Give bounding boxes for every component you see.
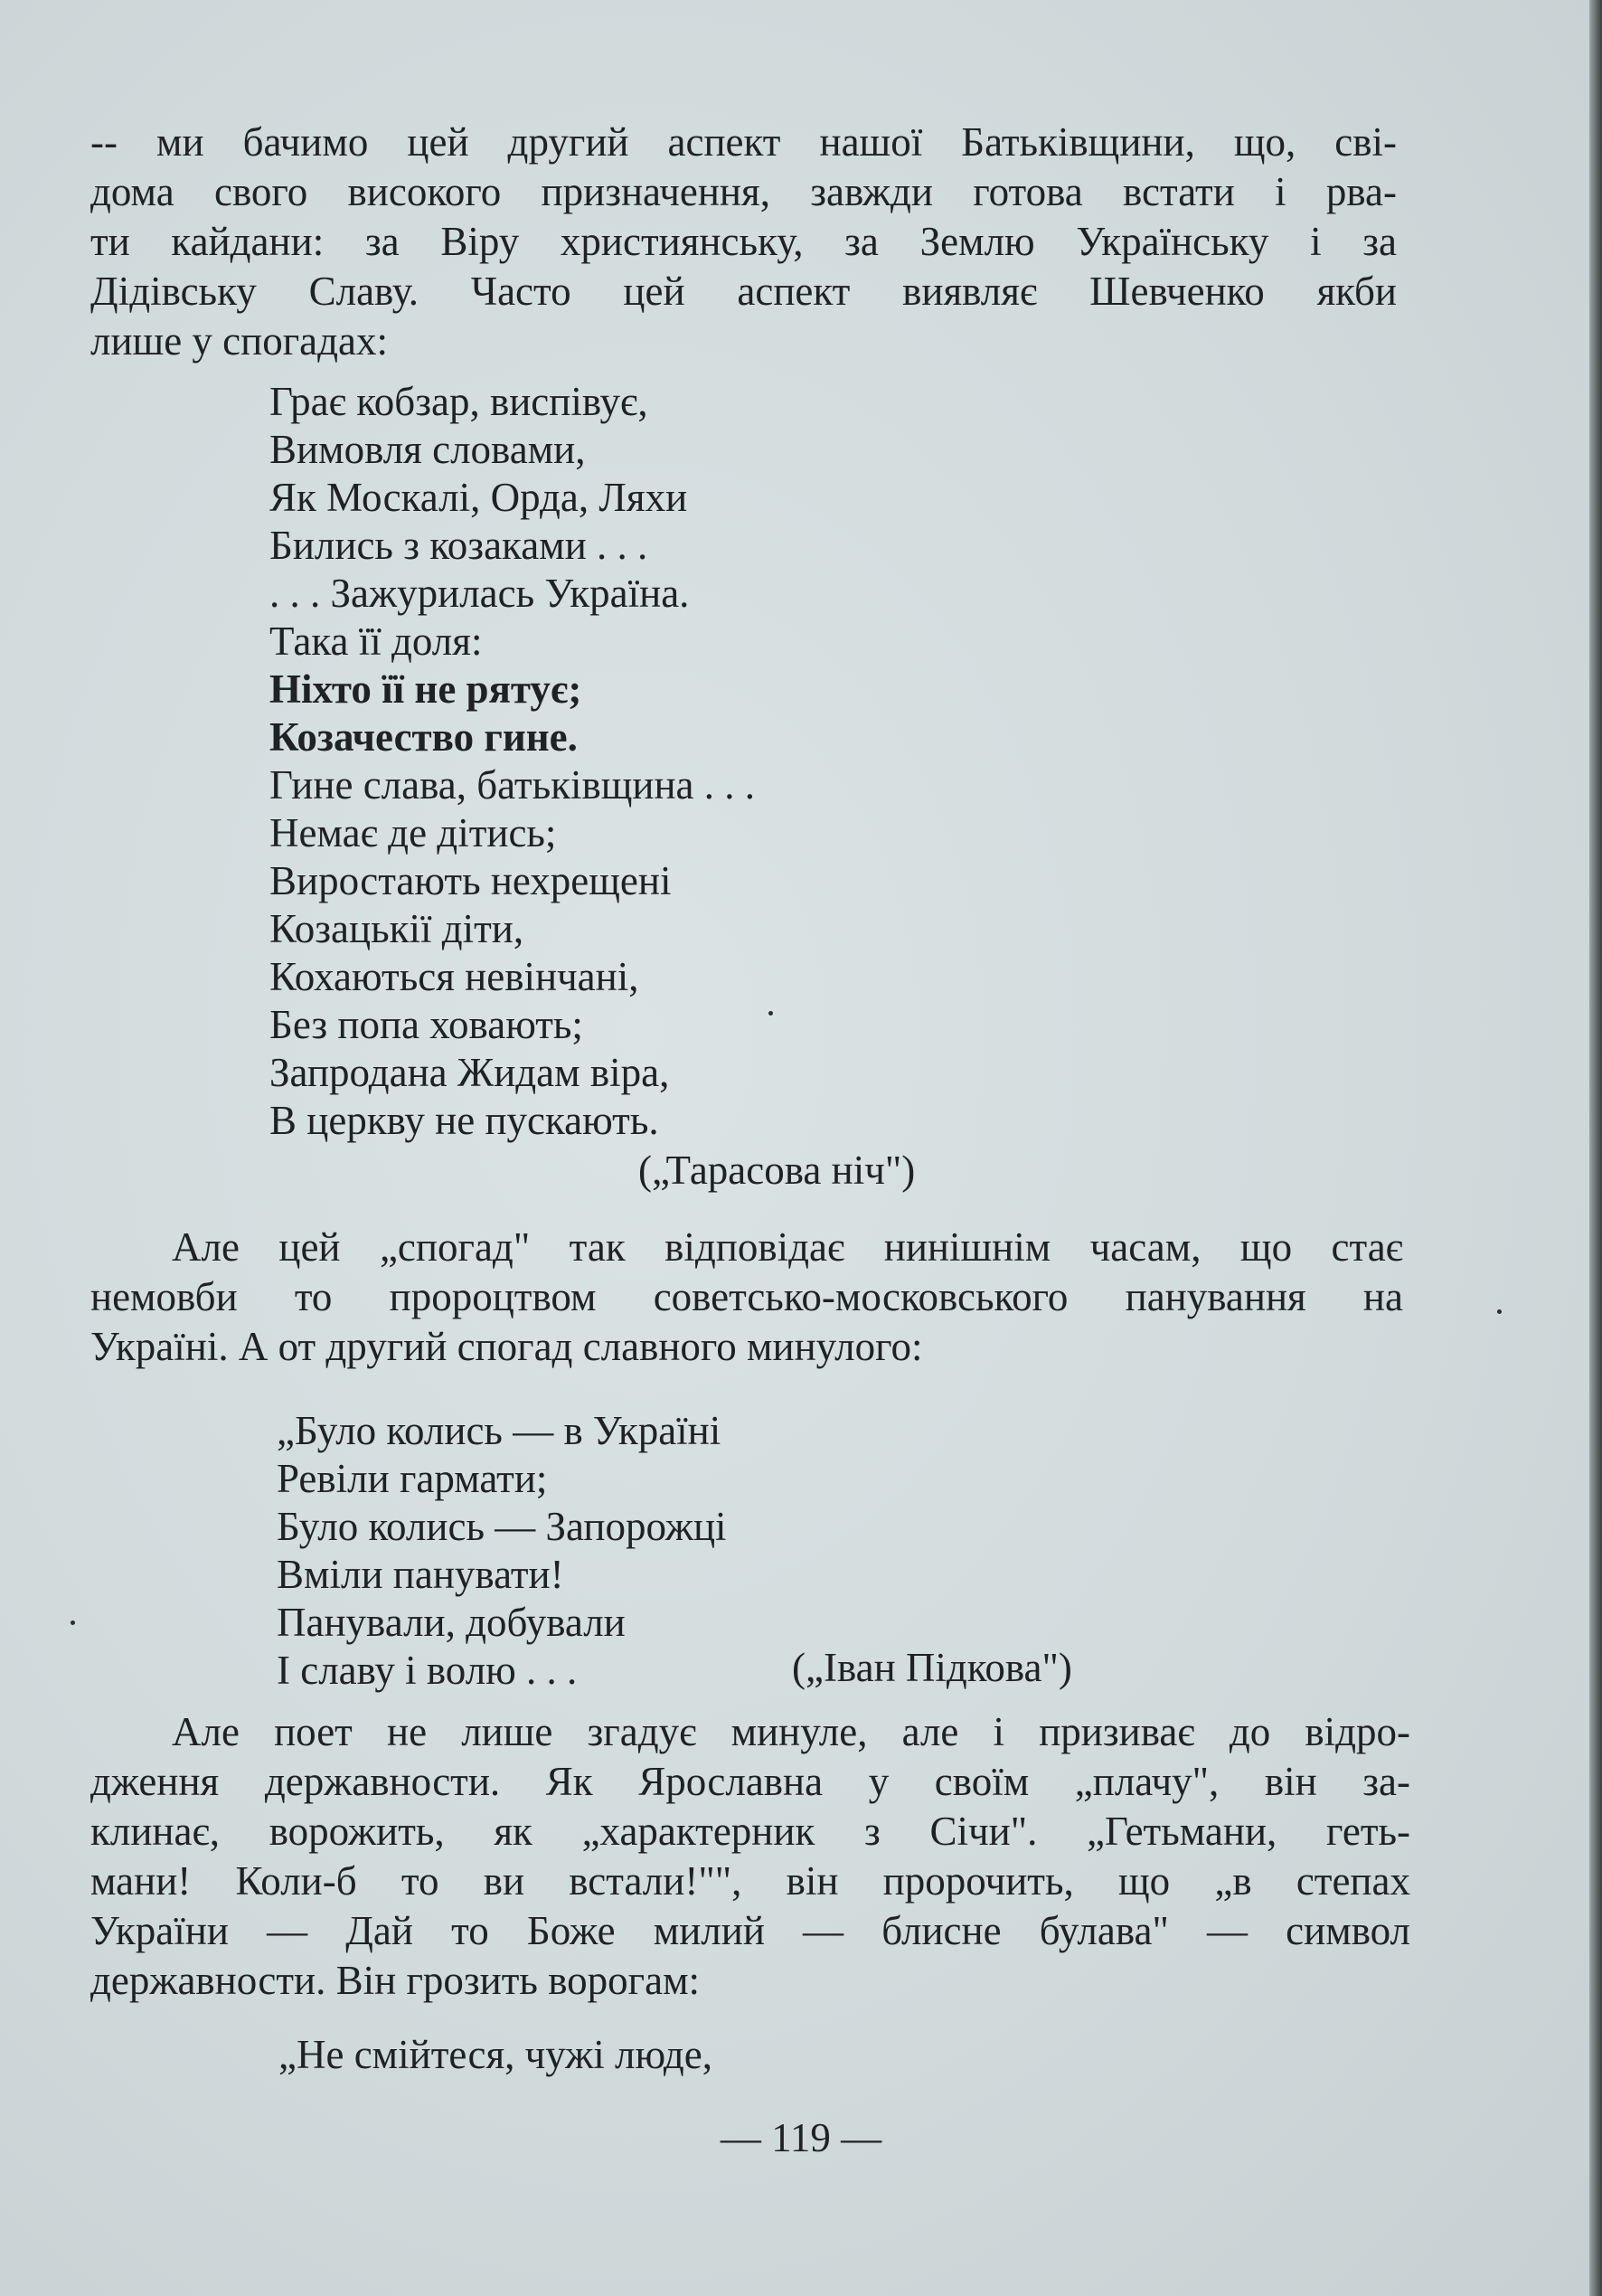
paragraph-line: лише у спогадах:: [90, 318, 389, 364]
paragraph-line: дження державности. Як Ярославна у своїм „плачу", він за-: [90, 1759, 1410, 1804]
paragraph-line: Дідівську Славу. Часто цей аспект виявляє Шевченко якби: [90, 269, 1397, 314]
paragraph-3: [90, 1707, 1410, 2006]
paragraph-line: Але поет не лише згадує минуле, але і призиває до відро-: [172, 1709, 1410, 1754]
poem-line: Вміли панувати!: [277, 1552, 564, 1597]
poem-line-bold: Козачество гине.: [269, 714, 578, 760]
print-speck: [71, 1620, 75, 1625]
paragraph-line: Україні. А от другий спогад славного минулого:: [90, 1324, 923, 1369]
poem-line: Виростають нехрещені: [269, 858, 672, 903]
paragraph-2: [90, 1223, 1403, 1372]
poem-line: Було колись — Запорожці: [277, 1504, 727, 1549]
poem-line: Грає кобзар, виспівує,: [269, 379, 648, 424]
poem-line: Вимовля словами,: [269, 427, 586, 472]
print-speck: [1497, 1309, 1502, 1314]
paragraph-line: України — Дай то Боже милий — блисне булава" — символ: [90, 1908, 1410, 1953]
poem-line: В церкву не пускають.: [269, 1098, 659, 1143]
poem-line: Немає де дітись;: [269, 810, 557, 855]
poem-line: Бились з козаками . . .: [269, 523, 648, 568]
poem-line: „Не смійтеся, чужі люде,: [278, 2032, 712, 2077]
poem-line: Ревіли гармати;: [277, 1456, 548, 1501]
paragraph-line: дома свого високого призначення, завжди готова встати і рва-: [90, 169, 1397, 214]
poem-line: . . . Зажурилась Україна.: [269, 571, 690, 616]
paragraph-line: державности. Він грозить ворогам:: [90, 1958, 701, 2003]
poem-line: Запродана Жидам віра,: [269, 1050, 670, 1095]
poem-line: Така її доля:: [269, 619, 483, 664]
poem-line: Як Москалі, Орда, Ляхи: [269, 475, 688, 520]
poem-fragment: [278, 2031, 712, 2079]
paragraph-line: Але цей „спогад" так відповідає нинішнім часам, що стає: [172, 1224, 1403, 1270]
poem-line: І славу і волю . . .: [277, 1648, 578, 1693]
paragraph-line: немовби то пророцтвом советсько-московського панування на: [90, 1274, 1403, 1319]
print-speck: [768, 1011, 773, 1016]
poem-source: („Іван Підкова"): [792, 1645, 1072, 1690]
paragraph-line: -- ми бачимо цей другий аспект нашої Батьківщини, що, сві-: [90, 119, 1397, 165]
poem-line: Без попа ховають;: [269, 1002, 583, 1047]
paragraph-line: клинає, ворожить, як „характерник з Січи". „Гетьмани, геть-: [90, 1809, 1410, 1854]
poem-line: „Було колись — в Україні: [277, 1408, 721, 1453]
poem-source: („Тарасова ніч"): [638, 1148, 916, 1193]
paragraph-line: мани! Коли-б то ви встали!"", він пророчить, що „в степах: [90, 1858, 1410, 1904]
paragraph-1: [90, 118, 1397, 366]
page-edge-shadow: [1589, 0, 1602, 2296]
poem-line-bold: Ніхто її не рятує;: [269, 666, 582, 712]
poem-ivan-pidkova: [277, 1407, 727, 1695]
paragraph-line: ти кайдани: за Віру християнську, за Землю Українську і за: [90, 219, 1397, 264]
poem-line: Кохаються невінчані,: [269, 954, 639, 999]
poem-line: Гине слава, батьківщина . . .: [269, 762, 756, 808]
page-number: — 119 —: [720, 2115, 882, 2160]
poem-line: Козацькії діти,: [269, 906, 524, 951]
poem-line: Панували, добували: [277, 1600, 626, 1645]
poem-tarasova-nich: [269, 378, 755, 1145]
